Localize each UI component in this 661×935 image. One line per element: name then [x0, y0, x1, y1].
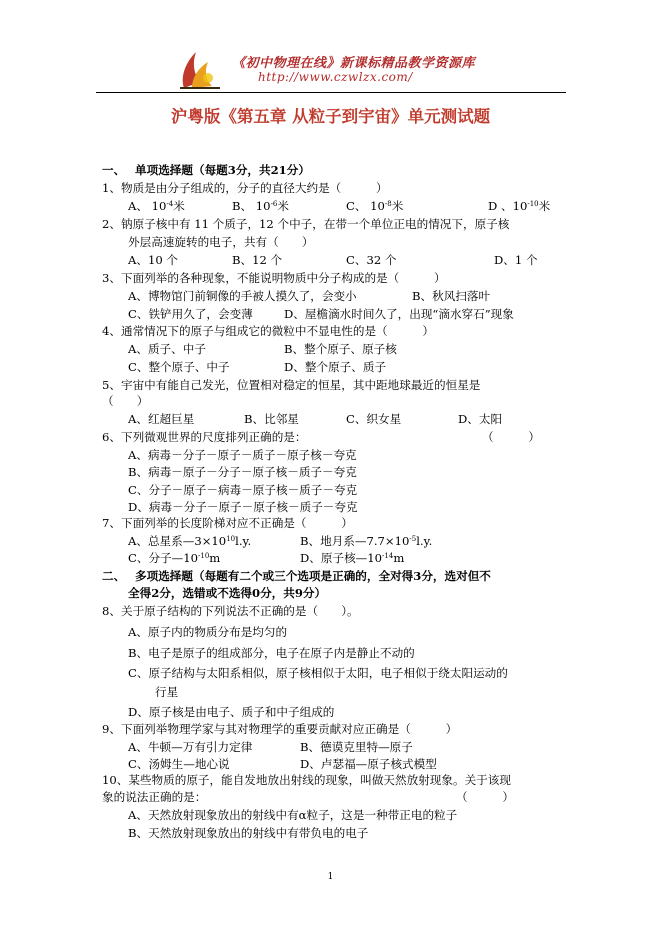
q10-stem-cont: 象的说法正确的是： — [102, 790, 207, 804]
site-url: http://www.czwlzx.com/ — [258, 70, 413, 84]
q3-option-c: C、铁铲用久了，会变薄 — [128, 307, 253, 321]
q9-option-c: C、汤姆生—地心说 — [128, 757, 230, 771]
q3-stem: 3、下面列举的各种现象，不能说明物质中分子构成的是（ ） — [102, 271, 446, 285]
q10-option-b: B、天然放射现象放出的射线中有带负电的电子 — [128, 826, 369, 840]
q5-option-b: B、比邻星 — [244, 412, 299, 426]
q4-option-b: B、整个原子、原子核 — [284, 342, 397, 356]
q7-option-c: C、分子$—10^{-10}m$ — [128, 551, 221, 565]
q7-option-d: D、原子核$—10^{-14}m$ — [300, 551, 405, 565]
q1-option-d: D 、$10^{-10}$米 — [488, 199, 551, 213]
q7-option-a: A、总星系$—3\times 10^{10}l.y$. — [128, 534, 252, 548]
q8-option-d: D、原子核是由电子、质子和中子组成的 — [128, 705, 335, 719]
q2-option-a: A、10 个 — [128, 253, 178, 267]
q8-option-c: C、原子结构与太阳系相似，原子核相似于太阳，电子相似于绕太阳运动的 — [128, 666, 508, 680]
q5-stem: 5、宇宙中有能自己发光，位置相对稳定的恒星，其中距地球最近的恒星是 — [102, 378, 481, 392]
q9-stem: 9、下面列举物理学家与其对物理学的重要贡献对应正确是（ ） — [102, 722, 458, 736]
q5-option-a: A、红超巨星 — [128, 412, 195, 426]
header-divider — [96, 92, 566, 93]
q1-option-b: B、 $10^{-6}$米 — [232, 199, 289, 213]
q8-option-c-cont: 行星 — [155, 685, 179, 699]
section2-heading-cont: 全得2分，选错或不选得0分，共9分） — [128, 586, 327, 600]
q2-option-b: B、12 个 — [232, 253, 283, 267]
q7-stem: 7、下面列举的长度阶梯对应不正确是（ ） — [102, 516, 353, 530]
q2-stem-cont: 外层高速旋转的电子，共有（ ） — [128, 235, 314, 249]
q5-option-d: D、太阳 — [458, 412, 503, 426]
q6-option-d: D、病毒－分子－原子－原子核－质子－夸克 — [128, 500, 358, 514]
q2-stem: 2、钠原子核中有 11 个质子，12 个中子，在带一个单位正电的情况下，原子核 — [102, 217, 510, 231]
q5-option-c: C、织女星 — [346, 412, 402, 426]
q5-stem-cont: （ ） — [102, 394, 149, 408]
q10-answer-paren: （ ） — [456, 790, 514, 804]
q9-option-a: A、牛顿—万有引力定律 — [128, 740, 253, 754]
site-title: 《初中物理在线》新课标精品教学资源库 — [232, 56, 476, 71]
q3-option-d: D、屋檐滴水时间久了，出现“滴水穿石”现象 — [284, 307, 514, 321]
q6-option-b: B、病毒－原子－分子－原子核－质子－夸克 — [128, 465, 357, 479]
section1-heading: 一、 单项选择题（每题3分，共21分） — [102, 163, 310, 177]
q8-stem: 8、关于原子结构的下列说法不正确的是（ ）。 — [102, 604, 359, 618]
document-title: 沪粤版《第五章 从粒子到宇宙》单元测试题 — [170, 107, 491, 126]
page-number: 1 — [327, 872, 334, 882]
q10-stem: 10、某些物质的原子，能自发地放出射线的现象，叫做天然放射现象。关于该现 — [102, 773, 511, 787]
q7-option-b: B、地月系$—7.7\times 10^{-5}l.y$. — [300, 534, 433, 548]
q2-option-c: C、32 个 — [346, 253, 397, 267]
q9-option-b: B、德谟克里特—原子 — [300, 740, 413, 754]
q6-stem: 6、下列微观世界的尺度排列正确的是： — [102, 430, 307, 444]
q1-option-c: C、 $10^{-8}$米 — [346, 199, 404, 213]
q6-option-a: A、病毒－分子－原子－质子－原子核－夸克 — [128, 448, 357, 462]
q9-option-d: D、卢瑟福—原子核式模型 — [300, 757, 437, 771]
q3-option-b: B、秋风扫落叶 — [412, 289, 491, 303]
q6-option-c: C、分子－原子－病毒－原子核－质子－夸克 — [128, 483, 358, 497]
q1-stem: 1、物质是由分子组成的，分子的直径大约是（ ） — [102, 181, 388, 195]
q2-option-d: D、1 个 — [494, 253, 538, 267]
q8-option-a: A、原子内的物质分布是均匀的 — [128, 625, 288, 639]
q8-option-b: B、电子是原子的组成部分，电子在原子内是静止不动的 — [128, 646, 415, 660]
q10-option-a: A、天然放射现象放出的射线中有α粒子，这是一种带正电的粒子 — [128, 808, 458, 822]
q4-option-c: C、整个原子、中子 — [128, 360, 230, 374]
site-logo-icon — [178, 48, 222, 90]
q1-option-a: A、 $10^{-4}$米 — [128, 199, 185, 213]
q4-stem: 4、通常情况下的原子与组成它的微粒中不显电性的是（ ） — [102, 324, 435, 338]
q4-option-d: D、整个原子、质子 — [284, 360, 387, 374]
q3-option-a: A、博物馆门前铜像的手被人摸久了，会变小 — [128, 289, 357, 303]
q4-option-a: A、质子、中子 — [128, 342, 206, 356]
q6-answer-paren: （ ） — [482, 430, 540, 444]
section2-heading: 二、 多项选择题（每题有二个或三个选项是正确的，全对得3分，选对但不 — [102, 569, 491, 583]
